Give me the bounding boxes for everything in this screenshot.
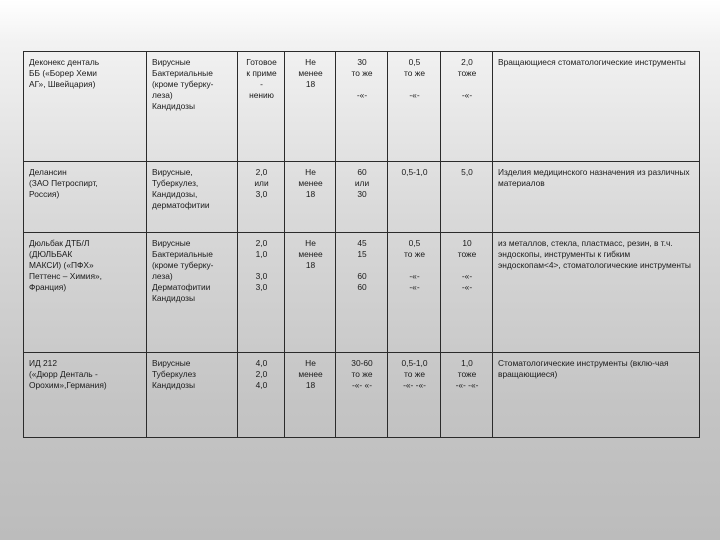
product-name-cell: ИД 212 («Дюрр Денталь - Орохим»,Германия) — [24, 353, 147, 438]
table-row — [24, 52, 700, 162]
temperature-cell: Не менее 18 — [285, 233, 336, 353]
exposure-cell: 1,0 тоже -«- -«- — [441, 353, 493, 438]
usage-cell: Стоматологические инструменты (вклю-чая вращающиеся) — [493, 353, 700, 438]
time-cell: 30 то же -«- — [336, 52, 388, 162]
time-cell: 30-60 то же -«- «- — [336, 353, 388, 438]
table-row — [24, 233, 700, 353]
form-cell: 2,0 или 3,0 — [238, 162, 285, 233]
product-name-cell: Дюльбак ДТБ/Л (ДЮЛЬБАК МАКСИ) («ПФХ» Петтенс – Химия», Франция) — [24, 233, 147, 353]
activity-cell: Вирусные Бактериальные (кроме туберку- леза) Кандидозы — [147, 52, 238, 162]
product-name-cell: Делансин (ЗАО Петроспирт, Россия) — [24, 162, 147, 233]
activity-cell: Вирусные Туберкулез Кандидозы — [147, 353, 238, 438]
activity-cell: Вирусные, Туберкулез, Кандидозы, дерматофитии — [147, 162, 238, 233]
usage-cell: Изделия медицинского назначения из различных материалов — [493, 162, 700, 233]
temperature-cell: Не менее 18 — [285, 162, 336, 233]
table-row — [24, 162, 700, 233]
exposure-cell: 10 тоже -«- -«- — [441, 233, 493, 353]
temperature-cell: Не менее 18 — [285, 353, 336, 438]
form-cell: 2,0 1,0 3,0 3,0 — [238, 233, 285, 353]
concentration-cell: 0,5-1,0 то же -«- -«- — [388, 353, 441, 438]
form-cell: Готовое к приме - нению — [238, 52, 285, 162]
disinfectant-table — [23, 51, 700, 438]
temperature-cell: Не менее 18 — [285, 52, 336, 162]
usage-cell: Вращающиеся стоматологические инструменты — [493, 52, 700, 162]
activity-cell: Вирусные Бактериальные (кроме туберку- леза) Дерматофитии Кандидозы — [147, 233, 238, 353]
concentration-cell: 0,5 то же -«- -«- — [388, 233, 441, 353]
product-name-cell: Деконекс денталь ББ («Борер Хеми АГ», Швейцария) — [24, 52, 147, 162]
concentration-cell: 0,5 то же -«- — [388, 52, 441, 162]
time-cell: 45 15 60 60 — [336, 233, 388, 353]
exposure-cell: 2,0 тоже -«- — [441, 52, 493, 162]
time-cell: 60 или 30 — [336, 162, 388, 233]
exposure-cell: 5,0 — [441, 162, 493, 233]
table-row — [24, 353, 700, 438]
form-cell: 4,0 2,0 4,0 — [238, 353, 285, 438]
usage-cell: из металлов, стекла, пластмасс, резин, в т.ч. эндоскопы, инструменты к гибким эндоскопам<4>, стоматологические инструменты — [493, 233, 700, 353]
concentration-cell: 0,5-1,0 — [388, 162, 441, 233]
